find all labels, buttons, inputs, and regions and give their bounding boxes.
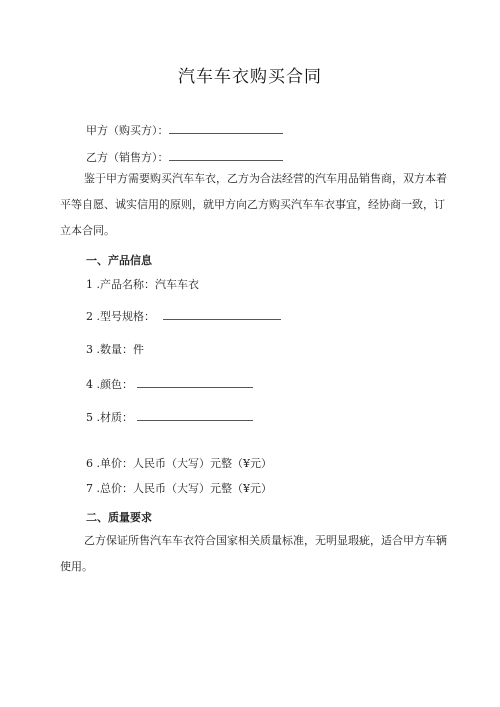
item-4 [86, 377, 253, 392]
party-b-label: 乙方（销售方）： [86, 151, 169, 164]
item-2 [86, 309, 281, 324]
item-5 [86, 410, 253, 425]
color-blank[interactable] [137, 377, 253, 388]
item-2-num: 2 [86, 310, 93, 323]
item-4-num: 4 [86, 378, 93, 391]
item-6-label: .单价：人民币（大写）元整（¥元） [96, 457, 272, 470]
model-blank[interactable] [163, 309, 281, 320]
item-1-label: .产品名称：汽车车衣 [96, 278, 199, 291]
party-b-line [86, 150, 283, 165]
item-4-label: .颜色： [96, 378, 133, 391]
party-a-blank[interactable] [169, 123, 283, 134]
material-blank[interactable] [137, 410, 253, 421]
quality-paragraph: 乙方保证所售汽车车衣符合国家相关质量标准，无明显瑕疵，适合甲方车辆使用。 [60, 534, 447, 573]
item-6-num: 6 [86, 457, 93, 470]
item-7 [86, 482, 272, 496]
party-a-line [86, 123, 283, 138]
party-a-label: 甲方（购买方）： [86, 124, 169, 137]
item-2-label: .型号规格： [96, 310, 155, 323]
item-7-label: .总价：人民币（大写）元整（¥元） [96, 482, 272, 495]
item-5-label: .材质： [96, 411, 133, 424]
contract-title: 汽车车衣购买合同 [178, 67, 322, 87]
item-3-num: 3 [86, 343, 93, 356]
item-5-num: 5 [86, 411, 93, 424]
item-1 [86, 278, 199, 292]
item-6 [86, 457, 272, 471]
party-b-blank[interactable] [169, 150, 283, 161]
item-1-num: 1 [86, 278, 93, 291]
item-3 [86, 343, 144, 357]
item-3-label: .数量：件 [96, 343, 144, 356]
intro-paragraph: 鉴于甲方需要购买汽车车衣，乙方为合法经营的汽车用品销售商，双方本着平等自愿、诚实信用的原则，就甲方向乙方购买汽车车衣事宜，经协商一致，订立本合同。 [60, 172, 447, 237]
section-2-heading: 二、质量要求 [86, 511, 152, 524]
item-7-num: 7 [86, 482, 93, 495]
section-1-heading: 一、产品信息 [86, 254, 152, 267]
